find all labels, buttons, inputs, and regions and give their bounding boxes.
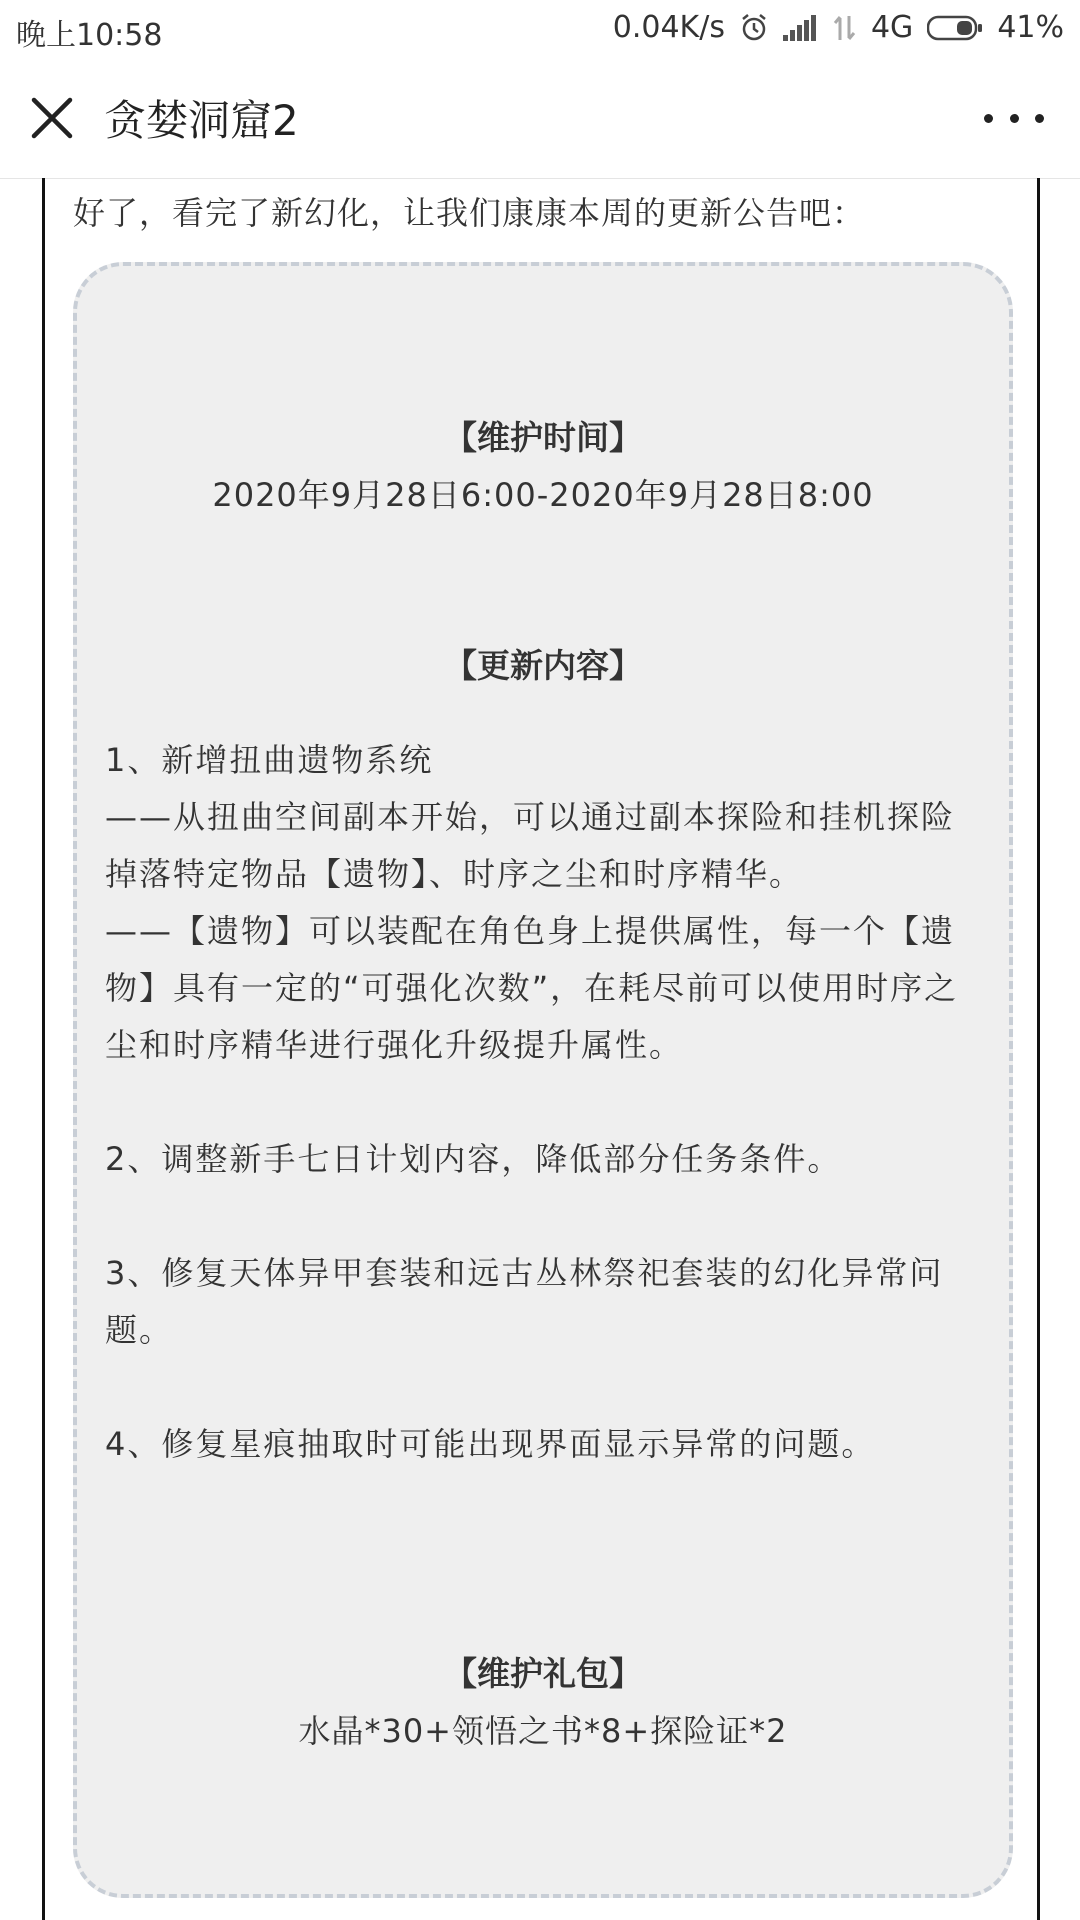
more-dot	[1035, 114, 1044, 123]
status-bar	[0, 0, 1080, 58]
more-dot	[984, 114, 993, 123]
article-frame	[42, 178, 1040, 1920]
update-item	[105, 1416, 985, 1473]
net-speed: 0.04K/s	[612, 10, 725, 45]
status-indicators	[613, 10, 1064, 45]
update-line: ——【遗物】可以装配在角色身上提供属性，每一个【遗物】具有一定的“可强化次数”，在耗尽前可以使用时序之尘和时序精华进行强化升级提升属性。	[105, 912, 959, 1064]
update-line: 1、新增扭曲遗物系统	[105, 741, 434, 779]
gift-heading: 【维护礼包】	[444, 1654, 642, 1693]
gift-content: 水晶*30+领悟之书*8+探险证*2	[298, 1712, 788, 1750]
network-type: 4G	[870, 10, 914, 45]
maintenance-time: 2020年9月28日6:00-2020年9月28日8:00	[212, 476, 874, 514]
close-icon[interactable]	[28, 94, 76, 142]
data-transfer-icon	[833, 14, 857, 42]
update-line: 3、修复天体异甲套装和远古丛林祭祀套装的幻化异常问题。	[105, 1254, 944, 1349]
article-intro: 好了，看完了新幻化，让我们康康本周的更新公告吧：	[73, 194, 866, 232]
signal-icon	[783, 15, 819, 41]
update-item	[105, 1131, 985, 1188]
nav-bar	[0, 58, 1080, 179]
update-line: 4、修复星痕抽取时可能出现界面显示异常的问题。	[105, 1425, 876, 1463]
update-heading: 【更新内容】	[444, 646, 642, 685]
more-icon[interactable]	[984, 100, 1044, 136]
status-time: 晚上10:58	[16, 18, 163, 53]
update-list	[105, 732, 985, 1530]
update-line: ——从扭曲空间副本开始，可以通过副本探险和挂机探险掉落特定物品【遗物】、时序之尘和时序精华。	[105, 798, 956, 893]
update-item	[105, 732, 985, 1074]
page-title: 贪婪洞窟2	[104, 96, 299, 145]
more-dot	[1010, 114, 1019, 123]
update-item	[105, 1245, 985, 1359]
maintenance-heading: 【维护时间】	[444, 418, 642, 457]
battery-icon	[927, 15, 983, 41]
alarm-icon	[739, 13, 769, 43]
notice-card	[73, 262, 1013, 1898]
battery-percent: 41%	[997, 10, 1064, 45]
update-line: 2、调整新手七日计划内容，降低部分任务条件。	[105, 1140, 842, 1178]
